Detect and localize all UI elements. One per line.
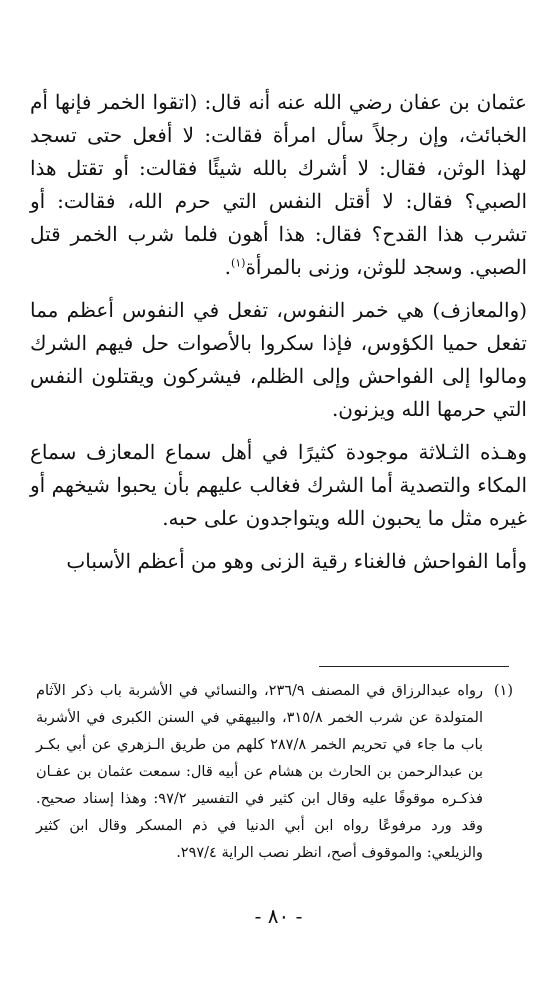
paragraph-1-end: . [224,255,231,279]
footnote-number: (١) [493,683,513,699]
footnote-item [36,678,513,867]
paragraph-4: وأما الفواحش فالغناء رقية الزنى وهو من أعظم الأسباب [66,549,527,573]
footnote-text: رواه عبدالرزاق في المصنف ٢٣٦/٩، والنسائي في الأشربة باب ذكر الآثام المتولدة عن شرب الخمر ٣١٥/٨، والبيهقي في السنن الكبرى في الأشربة باب ما جاء في تحريم الخمر ٢٨٧/٨ كلهم من طريق الـزهري عن أبي بكـر بن عبدالرحمن بن الحارث بن هشام عن أبيه قال: سمعت عثمان بن عفـان فذكـره موقوفًا عليه وقال ابن كثير في التفسير ٩٧/٢: وهذا إسناد صحيح. وقد ورد مرفوعًا رواه ابن أبي الدنيا في ذم المسكر وقال ابن كثير والزيلعي: والموقوف أصح، انظر نصب الراية ٢٩٧/٤. [36,683,483,861]
page-number: - ٨٠ - [254,904,303,928]
paragraph-1 [30,86,527,284]
paragraph-1-text: عثمان بن عفان رضي الله عنه أنه قال: (اتقوا الخمر فإنها أم الخبائث، وإن رجلاً سأل امرأة فقالت: لا أفعل حتى تسجد لهذا الوثن، فقال: لا أشرك بالله شيئًا فقالت: أو تقتل هذا الصبي؟ فقال: لا أقتل النفس التي حرم الله، فقالت: أو تشرب هذا القدح؟ فقال: هذا أهون فلما شرب الخمر قتل الصبي. وسجد للوثن، وزنى بالمرأة [30,90,527,279]
main-text [30,86,527,588]
footnote-reference: (١) [230,256,246,270]
footnotes-section [36,678,513,867]
paragraph-2: (والمعازف) هي خمر النفوس، تفعل في النفوس أعظم مما تفعل حميا الكؤوس، فإذا سكروا بالأصوات حل فيهم الشرك ومالوا إلى الفواحش وإلى الظلم، فيشركون ويقتلون النفس التي حرمها الله ويزنون. [30,298,527,421]
paragraph-3: وهـذه الثـلاثة موجودة كثيرًا في أهل سماع المعازف سماع المكاء والتصدية أما الشرك فغالب عليهم بأن يحبوا شيخهم أو غيره مثل ما يحبون الله ويتواجدون على حبه. [30,440,527,530]
footnote-divider [319,666,509,667]
